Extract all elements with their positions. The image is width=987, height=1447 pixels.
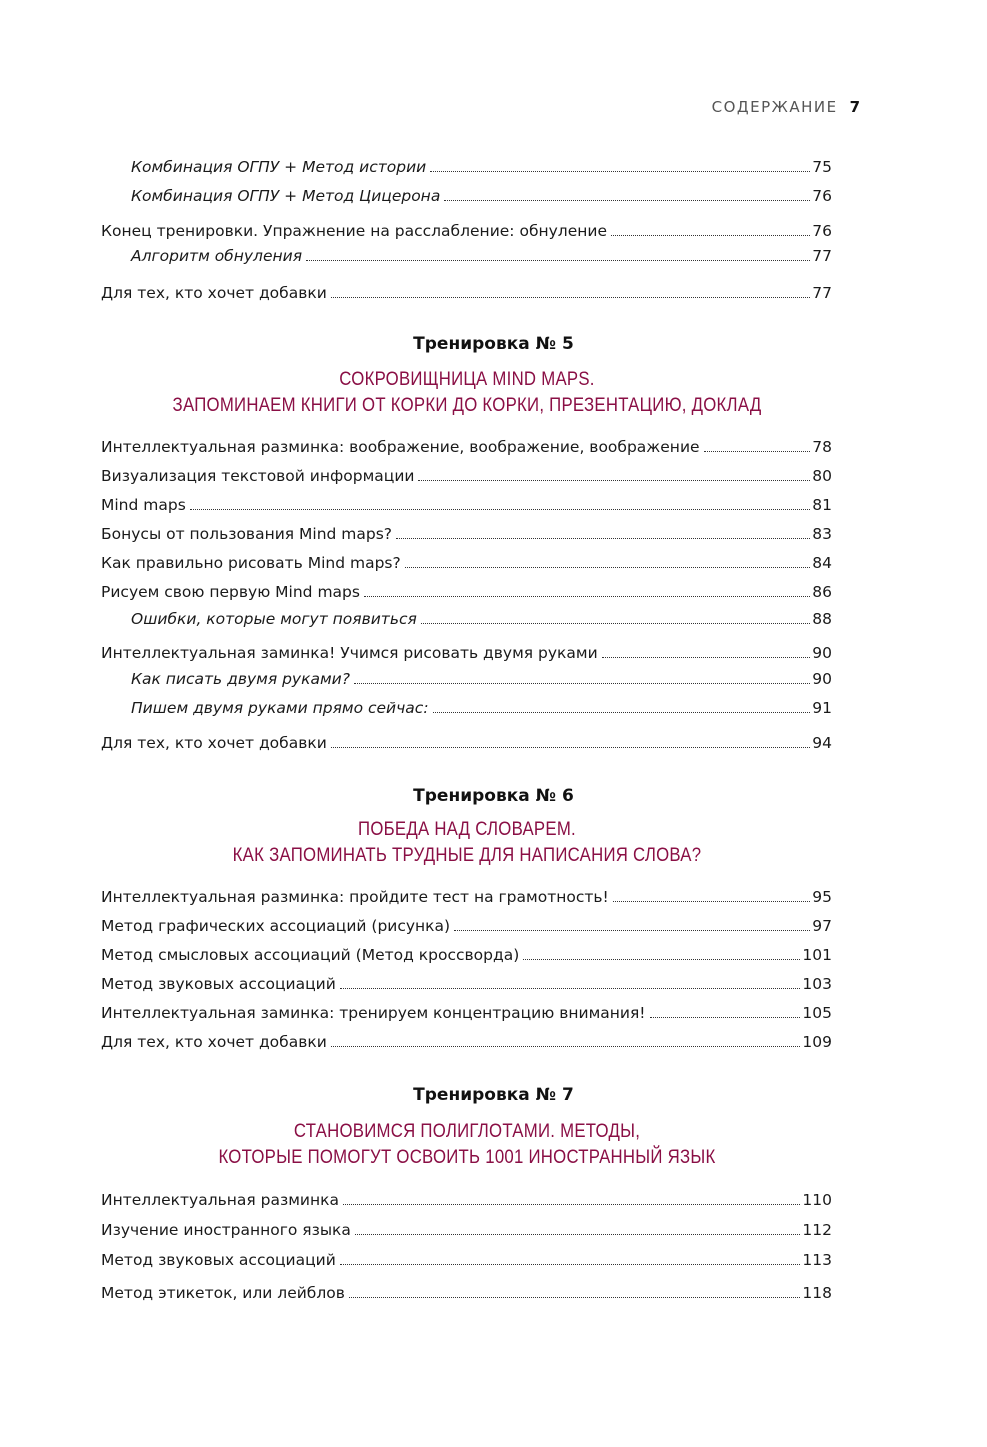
toc-entry-title: Пишем двумя руками прямо сейчас: xyxy=(131,699,429,717)
toc-entry-page: 109 xyxy=(802,1033,832,1051)
toc-entry-title: Интеллектуальная заминка: тренируем концентрацию внимания! xyxy=(101,1004,646,1022)
section-label: Тренировка № 6 xyxy=(413,786,574,806)
section-heading-line: СОКРОВИЩНИЦА MIND MAPS. xyxy=(339,368,595,390)
leader-dots xyxy=(396,538,810,539)
toc-entry-page: 86 xyxy=(812,583,832,601)
toc-entry-page: 105 xyxy=(802,1004,832,1022)
toc-entry-title: Интеллектуальная разминка: пройдите тест на грамотность! xyxy=(101,888,609,906)
leader-dots xyxy=(650,1017,801,1018)
leader-dots xyxy=(355,1234,800,1235)
toc-entry[interactable] xyxy=(101,887,832,907)
toc-entry-page: 95 xyxy=(812,888,832,906)
toc-entry[interactable] xyxy=(101,437,832,457)
toc-entry[interactable] xyxy=(101,916,832,936)
toc-entry[interactable] xyxy=(101,466,832,486)
toc-entry-page: 113 xyxy=(802,1251,832,1269)
toc-entry-title: Интеллектуальная разминка xyxy=(101,1191,339,1209)
toc-entry[interactable] xyxy=(101,1220,832,1240)
toc-entry-title: Конец тренировки. Упражнение на расслабление: обнуление xyxy=(101,222,607,240)
leader-dots xyxy=(364,596,810,597)
toc-entry-title: Интеллектуальная разминка: воображение, воображение, воображение xyxy=(101,438,700,456)
toc-entry-page: 91 xyxy=(812,699,832,717)
leader-dots xyxy=(602,657,811,658)
toc-entry[interactable] xyxy=(101,974,832,994)
toc-entry[interactable] xyxy=(101,1283,832,1303)
toc-entry[interactable] xyxy=(101,1032,832,1052)
toc-entry[interactable] xyxy=(131,609,832,629)
section-heading-line: ЗАПОМИНАЕМ КНИГИ ОТ КОРКИ ДО КОРКИ, ПРЕЗЕНТАЦИЮ, ДОКЛАД xyxy=(172,394,762,416)
leader-dots xyxy=(433,712,811,713)
toc-entry-title: Как правильно рисовать Mind maps? xyxy=(101,554,401,572)
toc-entry-page: 83 xyxy=(812,525,832,543)
toc-entry-page: 90 xyxy=(812,670,832,688)
section-heading-line: КОТОРЫЕ ПОМОГУТ ОСВОИТЬ 1001 ИНОСТРАННЫЙ ЯЗЫК xyxy=(218,1146,716,1168)
toc-entry[interactable] xyxy=(101,643,832,663)
toc-entry-page: 103 xyxy=(802,975,832,993)
running-head-label: СОДЕРЖАНИЕ xyxy=(711,98,838,116)
leader-dots xyxy=(340,988,801,989)
leader-dots xyxy=(343,1204,800,1205)
toc-entry-title: Mind maps xyxy=(101,496,186,514)
toc-entry-title: Для тех, кто хочет добавки xyxy=(101,1033,327,1051)
toc-entry-title: Метод звуковых ассоциаций xyxy=(101,975,336,993)
toc-entry-page: 84 xyxy=(812,554,832,572)
leader-dots xyxy=(331,1046,801,1047)
toc-entry-title: Метод звуковых ассоциаций xyxy=(101,1251,336,1269)
toc-entry-page: 75 xyxy=(812,158,832,176)
toc-entry-title: Комбинация ОГПУ + Метод истории xyxy=(131,158,427,176)
section-heading-line: СТАНОВИМСЯ ПОЛИГЛОТАМИ. МЕТОДЫ, xyxy=(293,1120,641,1142)
toc-entry[interactable] xyxy=(101,221,832,241)
toc-entry-page: 97 xyxy=(812,917,832,935)
toc-entry[interactable] xyxy=(101,524,832,544)
leader-dots xyxy=(611,235,810,236)
toc-entry-page: 77 xyxy=(812,284,832,302)
toc-entry-page: 76 xyxy=(812,222,832,240)
toc-entry[interactable] xyxy=(101,1250,832,1270)
toc-entry-page: 90 xyxy=(812,644,832,662)
toc-entry-page: 80 xyxy=(812,467,832,485)
toc-entry-title: Ошибки, которые могут появиться xyxy=(131,610,417,628)
page-number: 7 xyxy=(849,98,860,116)
toc-entry-page: 76 xyxy=(812,187,832,205)
leader-dots xyxy=(331,297,810,298)
section-label: Тренировка № 5 xyxy=(413,334,574,354)
toc-entry[interactable] xyxy=(131,698,832,718)
toc-entry-title: Бонусы от пользования Mind maps? xyxy=(101,525,393,543)
toc-entry-title: Для тех, кто хочет добавки xyxy=(101,734,327,752)
toc-entry[interactable] xyxy=(101,553,832,573)
toc-entry-title: Комбинация ОГПУ + Метод Цицерона xyxy=(131,187,441,205)
toc-entry-title: Как писать двумя руками? xyxy=(131,670,350,688)
section-heading-line: ПОБЕДА НАД СЛОВАРЕМ. xyxy=(358,818,576,840)
leader-dots xyxy=(354,683,810,684)
toc-entry-title: Рисуем свою первую Mind maps xyxy=(101,583,360,601)
toc-entry[interactable] xyxy=(101,582,832,602)
leader-dots xyxy=(190,509,810,510)
leader-dots xyxy=(523,959,800,960)
toc-entry-page: 78 xyxy=(812,438,832,456)
toc-entry-page: 77 xyxy=(812,247,832,265)
toc-entry[interactable] xyxy=(131,186,832,206)
toc-entry[interactable] xyxy=(131,669,832,689)
toc-entry[interactable] xyxy=(101,495,832,515)
leader-dots xyxy=(704,451,811,452)
leader-dots xyxy=(430,171,810,172)
leader-dots xyxy=(340,1264,801,1265)
toc-entry-title: Для тех, кто хочет добавки xyxy=(101,284,327,302)
toc-entry-title: Визуализация текстовой информации xyxy=(101,467,415,485)
toc-entry-title: Метод графических ассоциаций (рисунка) xyxy=(101,917,451,935)
toc-entry[interactable] xyxy=(101,1190,832,1210)
leader-dots xyxy=(331,747,810,748)
toc-entry-page: 81 xyxy=(812,496,832,514)
toc-entry[interactable] xyxy=(101,283,832,303)
toc-entry-page: 88 xyxy=(812,610,832,628)
leader-dots xyxy=(421,623,810,624)
leader-dots xyxy=(613,901,811,902)
toc-entry[interactable] xyxy=(101,1003,832,1023)
toc-entry-page: 94 xyxy=(812,734,832,752)
toc-entry-title: Изучение иностранного языка xyxy=(101,1221,351,1239)
toc-entry-page: 110 xyxy=(802,1191,832,1209)
leader-dots xyxy=(405,567,811,568)
toc-entry[interactable] xyxy=(101,733,832,753)
toc-entry-title: Метод смысловых ассоциаций (Метод кроссворда) xyxy=(101,946,520,964)
toc-entry-title: Метод этикеток, или лейблов xyxy=(101,1284,345,1302)
leader-dots xyxy=(444,200,810,201)
toc-entry-page: 112 xyxy=(802,1221,832,1239)
toc-entry[interactable] xyxy=(131,246,832,266)
running-head xyxy=(712,98,860,116)
section-label: Тренировка № 7 xyxy=(413,1085,574,1105)
section-heading-line: КАК ЗАПОМИНАТЬ ТРУДНЫЕ ДЛЯ НАПИСАНИЯ СЛОВА? xyxy=(232,844,702,866)
toc-entry-title: Интеллектуальная заминка! Учимся рисовать двумя руками xyxy=(101,644,598,662)
toc-entry[interactable] xyxy=(131,157,832,177)
leader-dots xyxy=(418,480,810,481)
leader-dots xyxy=(454,930,810,931)
leader-dots xyxy=(306,260,810,261)
toc-entry-page: 101 xyxy=(802,946,832,964)
toc-entry[interactable] xyxy=(101,945,832,965)
leader-dots xyxy=(349,1297,801,1298)
toc-entry-title: Алгоритм обнуления xyxy=(131,247,303,265)
toc-entry-page: 118 xyxy=(802,1284,832,1302)
